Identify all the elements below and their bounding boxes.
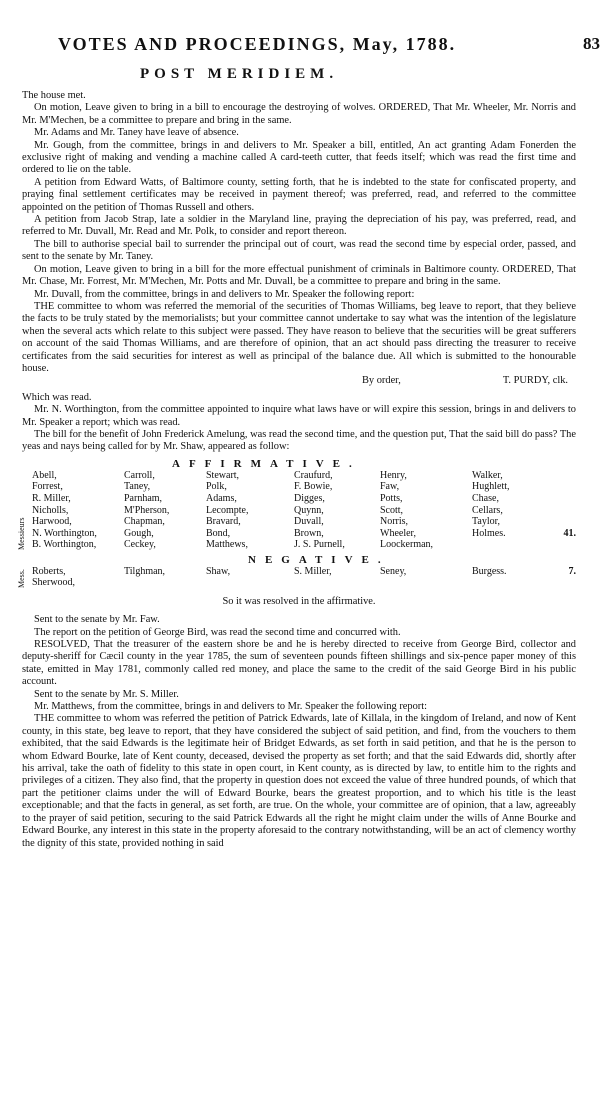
paragraph: Mr. Matthews, from the committee, brings in and delivers to Mr. Speaker the following report: — [34, 701, 428, 713]
member-name: M'Pherson, — [124, 504, 170, 516]
member-name: Loockerman, — [380, 539, 434, 551]
paragraph: Mr. Duvall, from the committee, brings in and delivers to Mr. Speaker the following report: — [34, 288, 415, 300]
name-column — [294, 470, 380, 551]
member-name: Sherwood, — [32, 577, 76, 589]
member-name: B. Worthington, — [32, 539, 97, 551]
member-name: Roberts, — [32, 565, 66, 577]
paragraph: Mr. Gough, from the committee, brings in and delivers to Mr. Speaker a bill, entitled, An act granting Adam Fonerden the exclusive right of making and vending a machine called A card-teeth cutter, that feeds itself; which was read the first time and ordered to lie on the table. — [22, 139, 576, 176]
paragraph: A petition from Edward Watts, of Baltimore county, setting forth, that he is indebted to the state for confiscated property, and praying final settlement certificates may be received in payment thereof; was preferred, read, and referred to the committee appointed on the petition of Thomas Russell and others. — [22, 176, 576, 213]
member-name: Shaw, — [206, 565, 231, 577]
member-name: Hughlett, — [472, 481, 510, 493]
signature-block — [22, 375, 576, 387]
member-name: Henry, — [380, 469, 407, 481]
affirmative-names — [32, 470, 576, 551]
member-name: Walker, — [472, 469, 503, 481]
paragraph: RESOLVED, That the treasurer of the eastern shore be and he is hereby directed to receive from George Bird, collector and deputy-sheriff for Cæcil county in the year 1785, the sum of seventeen pounds fifteen shillings and six-pence paper money of this state, emitted in May 1781, commonly called red money, and place the same to the credit of the said George Bird in his public account. — [22, 639, 576, 688]
member-name: Tilghman, — [124, 565, 166, 577]
member-name: Cellars, — [472, 504, 503, 516]
negative-names — [32, 566, 576, 589]
negative-total: 7. — [568, 565, 576, 577]
member-name: Nicholls, — [32, 504, 69, 516]
member-name: Lecompte, — [206, 504, 249, 516]
member-name: Wheeler, — [380, 527, 416, 539]
name-column — [472, 470, 542, 551]
name-column — [124, 566, 206, 589]
vote-table — [17, 457, 576, 589]
member-name: Chase, — [472, 492, 499, 504]
paragraph: The bill to authorise special bail to surrender the principal out of court, was read the second time by especial order, passed, and sent to the senate by Mr. Taney. — [22, 238, 576, 263]
member-name: Scott, — [380, 504, 404, 516]
affirmative-total: 41. — [563, 527, 576, 539]
title-main: VOTES AND PROCEEDINGS, — [58, 34, 347, 54]
name-column — [380, 566, 472, 589]
paragraph: THE committee to whom was referred the petition of Patrick Edwards, late of Killala, in the kingdom of Ireland, and now of Kent county, in this state, beg leave to report, that they have considered the subject of said petition, and find, from the vouchers to them exhibited, that the said Edwards is the legitimate heir of Bridget Edwards, as set forth in said petition, and that he is the person to whom Edward Bourke, late of Kent county, deceased, devised the property as set forth; and that the said Edwards did, shortly after his arrival, take the oath of fidelity to this state in open court, in Kent county, as is directed by law, to entitle him to the rights and privileges of a citizen. They also find, that the property in question does not exceed the value of three hundred pounds, of which that part the petitioner claims under the will of Edward Bourke, bears the greatest proportion, and to which his title is the least exceptionable; and that the facts in general, as set forth, are true. On the whole, your committee are of opinion, that a law, agreeably to the prayer of said petition, securing to the said Patrick Edwards all the right he might claim under the wills of Anne Bourke and Edward Bourke, any interest in this state in the property aforesaid to the contrary notwithstanding, will be an act of clemency worthy the dignity of this state, provided nothing in said — [22, 713, 576, 849]
page-title — [58, 34, 456, 55]
paragraph: On motion, Leave given to bring in a bill to encourage the destroying of wolves. ORDERED, That Mr. Wheeler, Mr. Norris and Mr. M'Mechen, be a committee to prepare and bring in the same. — [22, 102, 576, 126]
member-name: Bravard, — [206, 516, 241, 528]
name-column — [206, 470, 294, 551]
member-name: Adams, — [206, 492, 237, 504]
member-name: Burgess. — [472, 565, 507, 577]
member-name: Quynn, — [294, 504, 324, 516]
member-name: Faw, — [380, 481, 400, 493]
paragraph: A petition from Jacob Strap, late a soldier in the Maryland line, praying the depreciation of his pay, was preferred, read, and referred to Mr. Duvall, Mr. Read and Mr. Polk, to consider and report thereon. — [22, 214, 576, 238]
member-name: Carroll, — [124, 469, 155, 481]
by-order: By order, — [362, 375, 401, 387]
session-heading: POST MERIDIEM. — [140, 66, 339, 82]
messieurs-label: Messieurs — [17, 517, 26, 550]
paragraph: The report on the petition of George Bird, was read the second time and concurred with. — [34, 626, 401, 638]
paragraph: The house met. — [22, 90, 86, 101]
paragraph: Sent to the senate by Mr. S. Miller. — [34, 688, 179, 700]
member-name: J. S. Purnell, — [294, 539, 345, 551]
paragraph: Sent to the senate by Mr. Faw. — [34, 614, 160, 626]
mess-label: Mess. — [17, 568, 26, 588]
member-name: R. Miller, — [32, 492, 71, 504]
member-name: Chapman, — [124, 516, 165, 528]
member-name: Gough, — [124, 527, 154, 539]
member-name: Norris, — [380, 516, 409, 528]
name-column — [124, 470, 206, 551]
member-name: Polk, — [206, 481, 227, 493]
member-name: Holmes. — [472, 527, 506, 539]
name-column — [206, 566, 294, 589]
name-column — [32, 566, 124, 589]
member-name: F. Bowie, — [294, 481, 333, 493]
member-name: Matthews, — [206, 539, 248, 551]
member-name: Brown, — [294, 527, 324, 539]
member-name: Harwood, — [32, 516, 72, 528]
negative-heading: NEGATIVE. — [248, 553, 390, 566]
paragraph: The bill for the benefit of John Frederick Amelung, was read the second time, and the question put, That the said bill do pass? The yeas and nays being called for by Mr. Shaw, appeared as follow: — [22, 428, 576, 453]
name-column — [294, 566, 380, 589]
vote-result: So it was resolved in the affirmative. — [222, 595, 376, 607]
name-column — [380, 470, 472, 551]
member-name: Ceckey, — [124, 539, 156, 551]
paragraph: Which was read. — [22, 391, 92, 403]
title-date: May, 1788. — [352, 34, 457, 54]
paragraph: Mr. N. Worthington, from the committee appointed to inquire what laws have or will expire this session, brings in and delivers to Mr. Speaker a report; which was read. — [22, 404, 576, 428]
member-name: Potts, — [380, 492, 403, 504]
member-name: Taney, — [124, 481, 151, 493]
member-name: N. Worthington, — [32, 527, 97, 539]
page-number: 83 — [583, 34, 600, 53]
member-name: Stewart, — [206, 469, 240, 481]
member-name: Craufurd, — [294, 469, 333, 481]
member-name: Seney, — [380, 565, 407, 577]
body-text — [17, 90, 576, 850]
clerk-signature: T. PURDY, clk. — [502, 375, 568, 387]
member-name: Digges, — [294, 492, 325, 504]
member-name: Taylor, — [472, 516, 501, 528]
member-name: Duvall, — [294, 516, 324, 528]
member-name: Abell, — [32, 469, 57, 481]
name-column — [32, 470, 124, 551]
affirmative-heading: AFFIRMATIVE. — [172, 457, 361, 470]
member-name: Forrest, — [32, 481, 63, 493]
member-name: Bond, — [206, 527, 231, 539]
paragraph: On motion, Leave given to bring in a bill for the more effectual punishment of criminals in Baltimore county. ORDERED, That Mr. Chase, Mr. Forrest, Mr. M'Mechen, Mr. Potts and Mr. Duvall, be a committee to prepare and bring in the same. — [22, 263, 576, 288]
member-name: Parnham, — [124, 492, 163, 504]
member-name: S. Miller, — [294, 565, 332, 577]
name-column — [472, 566, 542, 589]
paragraph: Mr. Adams and Mr. Taney have leave of absence. — [34, 127, 239, 139]
paragraph: THE committee to whom was referred the memorial of the securities of Thomas Williams, beg leave to report, that they believe the facts to be truly stated by the memorialists; but your committee cannot undertake to say what was the intention of the legislature when the several acts which relate to this subject were passed. They have reason to believe that the securities will be great sufferers on account of the said Thomas Williams, and are therefore of opinion, that an act should pass directing the treasurer to receive certificates from the said securities for interest as well as principal of the balance due. All which is submitted to the honourable house. — [22, 300, 576, 374]
